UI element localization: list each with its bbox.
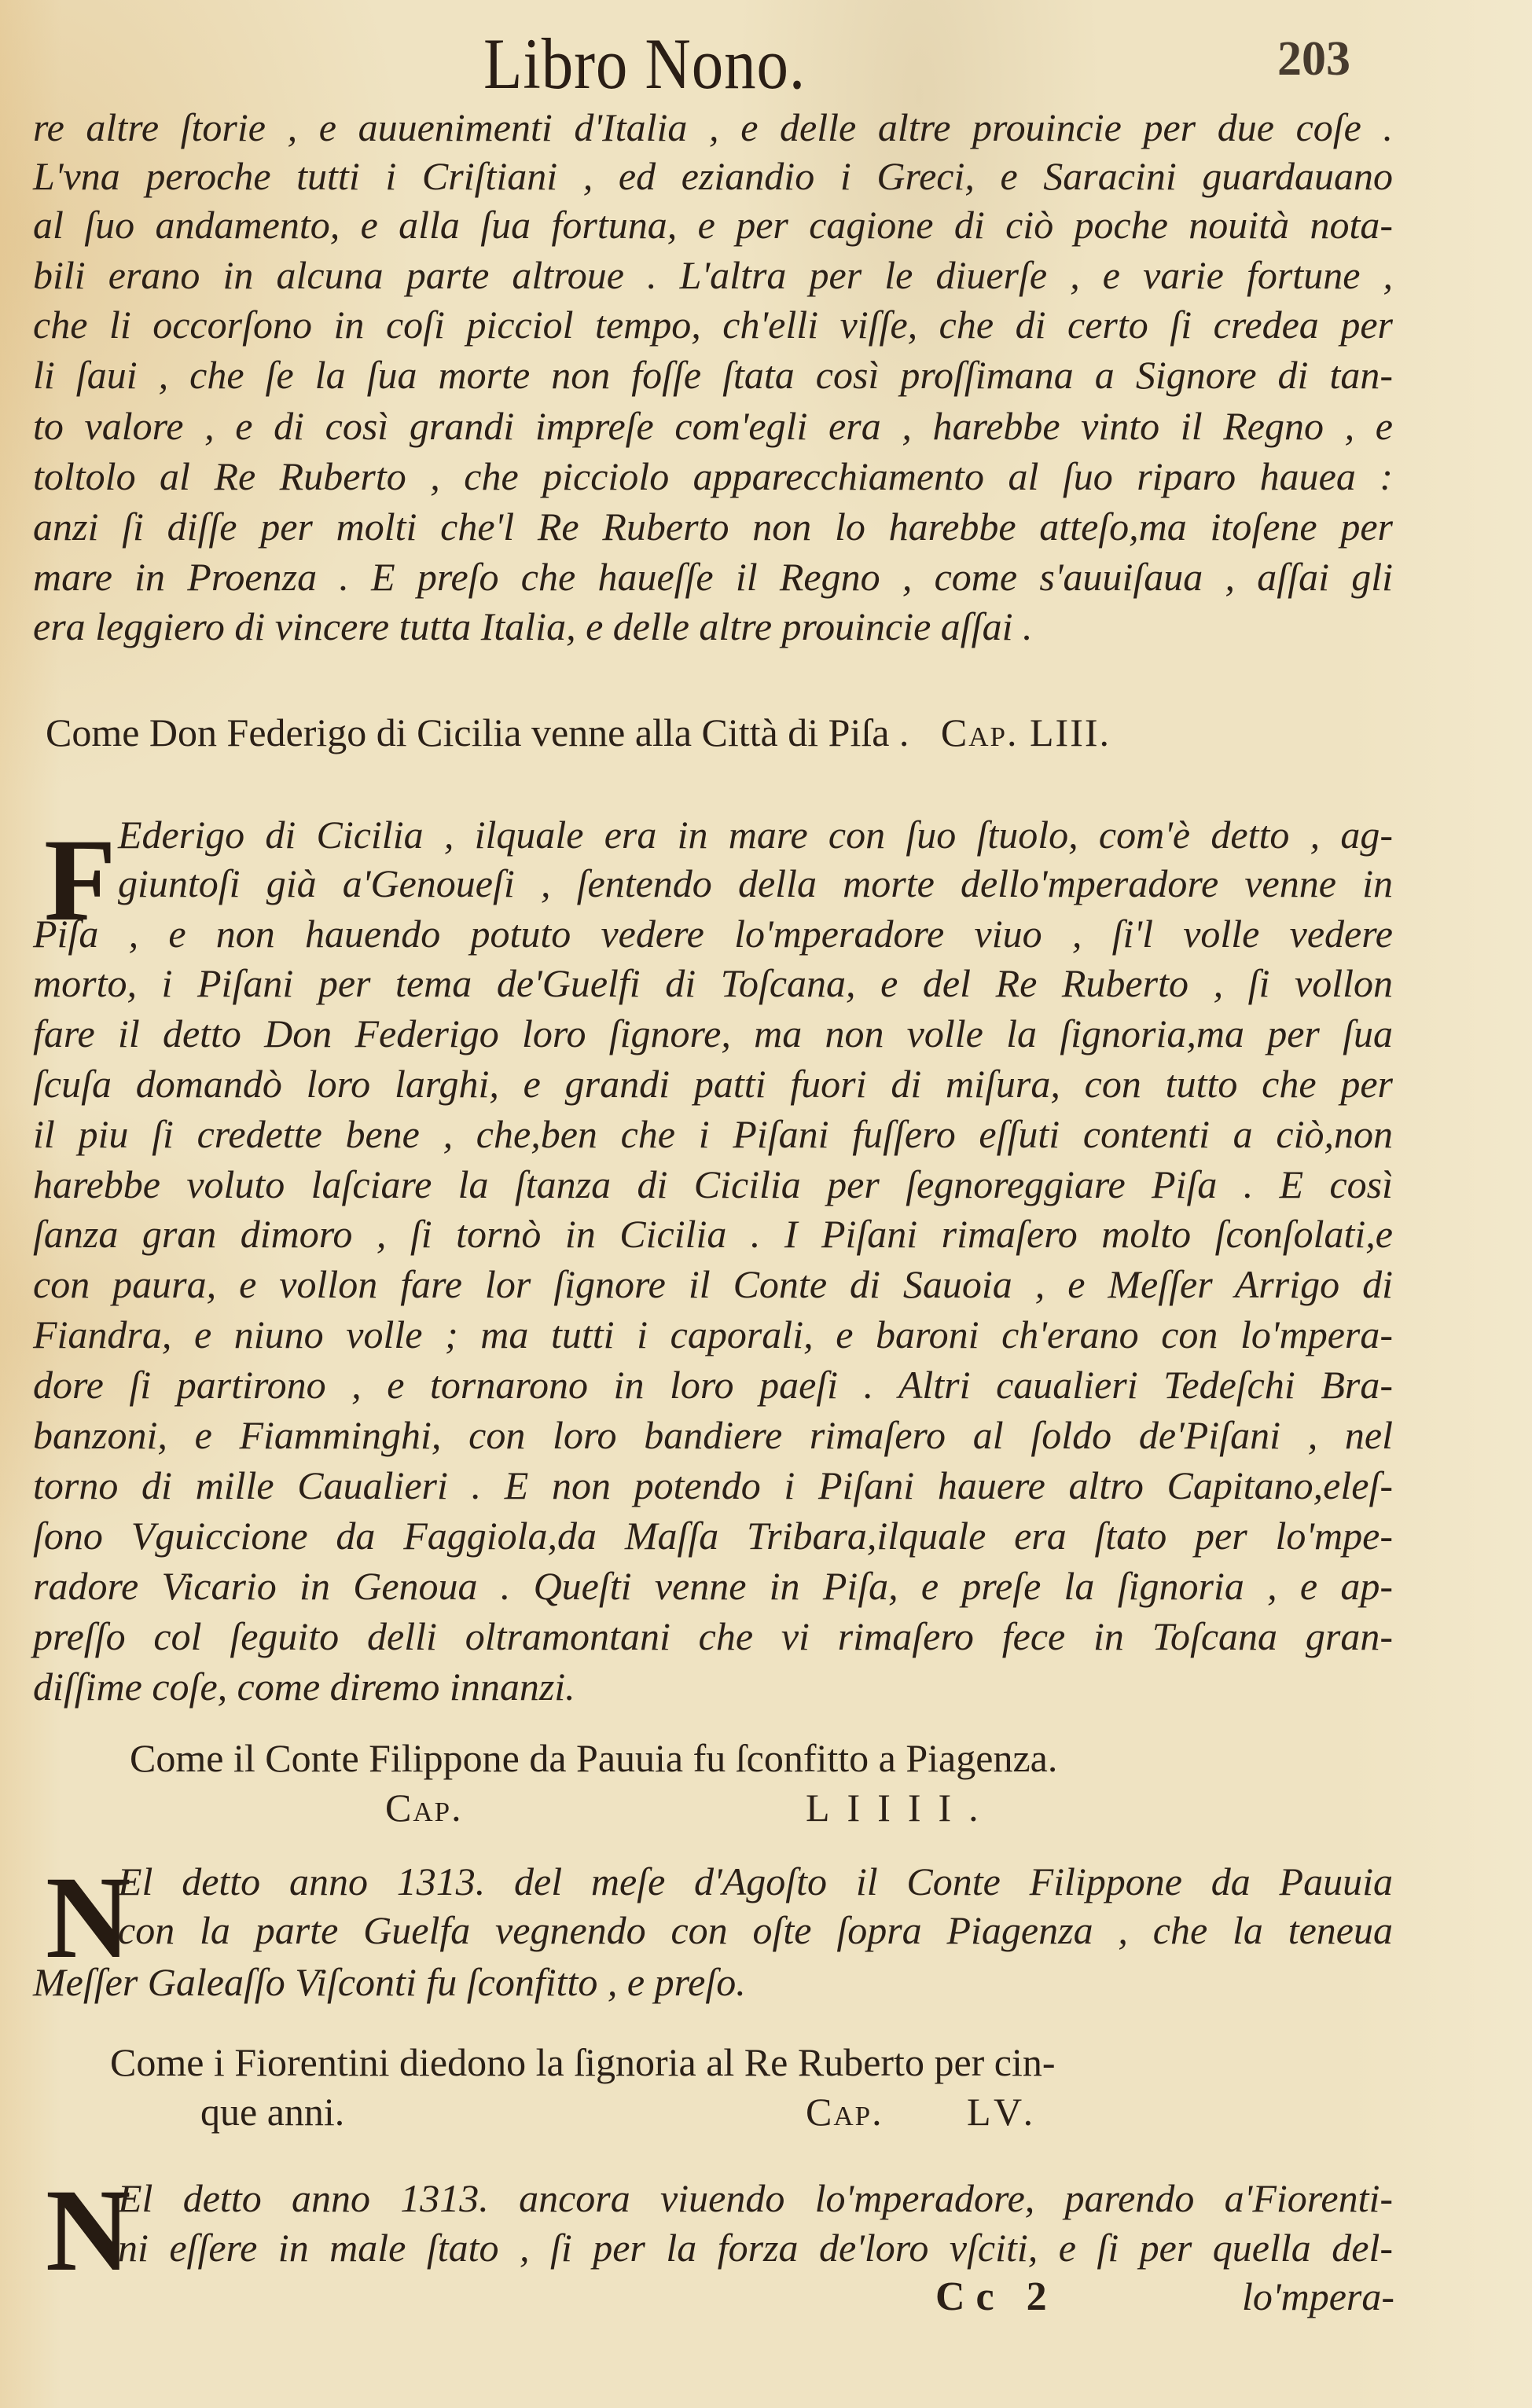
text-line: ſcuſa domandò loro larghi, e grandi patti fuori di miſura, con tutto che per [33,1062,1393,1106]
text-line: toltolo al Re Ruberto , che picciolo apparecchiamento al ſuo riparo hauea : [33,454,1393,498]
text-line: Ederigo di Cicilia , ilquale era in mare con ſuo ſtuolo, com'è detto , ag- [118,813,1393,857]
text-line: anzi ſi diſſe per molti che'l Re Ruberto non lo harebbe atteſo,ma itoſene per [33,505,1393,549]
chapter-title-continued: que anni. [200,2090,345,2134]
text-line: al ſuo andamento, e alla ſua fortuna, e per cagione di ciò poche nouità nota- [33,203,1393,247]
text-line: con la parte Guelfa vegnendo con oſte ſopra Piagenza , che la teneua [118,1908,1393,1952]
text-line: radore Vicario in Genoua . Queſti venne in Piſa, e preſe la ſignoria , e ap- [33,1564,1393,1608]
running-title: Libro Nono. [483,24,806,104]
text-line: to valore , e di così grandi impreſe com'egli era , harebbe vinto il Regno , e [33,404,1393,448]
text-line: con paura, e vollon fare lor ſignore il Conte di Sauoia , e Meſſer Arrigo di [33,1262,1393,1306]
text-line: ni eſſere in male ſtato , ſi per la forza de'loro vſciti, e ſi per quella del- [118,2226,1393,2270]
text-line: L'vna peroche tutti i Criſtiani , ed eziandio i Greci, e Saracini guardauano [33,154,1393,198]
text-line: morto, i Piſani per tema de'Guelfi di Toſcana, e del Re Ruberto , ſi vollon [33,961,1393,1005]
chapter-number: LIIII. [806,1786,996,1830]
text-line: preſſo col ſeguito delli oltramontani che vi rimaſero fece in Toſcana gran- [33,1614,1393,1658]
text-line: giuntoſi già a'Genoueſi , ſentendo della morte dello'mperadore venne in [118,861,1393,905]
chapter-number: Cap. LIII. [940,710,1111,754]
text-line: fare il detto Don Federigo loro ſignore, ma non volle la ſignoria,ma per ſua [33,1011,1393,1055]
text-line: Fiandra, e niuno volle ; ma tutti i caporali, e baroni ch'erano con lo'mpera- [33,1312,1393,1356]
text-line: torno di mille Caualieri . E non potendo i Piſani hauere altro Capitano,eleſ- [33,1463,1393,1507]
chapter-cap-label: Cap. [806,2090,884,2134]
text-line: diſſime coſe, come diremo innanzi. [33,1665,575,1709]
text-line: ſono Vguiccione da Faggiola,da Maſſa Tribara,ilquale era ſtato per lo'mpe- [33,1514,1393,1558]
chapter-cap-label: Cap. [385,1786,463,1830]
page-number: 203 [1277,32,1350,86]
chapter-title: Come i Fiorentini diedono la ſignoria al Re Ruberto per cin- [110,2040,1056,2084]
text-line: il piu ſi credette bene , che,ben che i Piſani fuſſero eſſuti contenti a ciò,non [33,1112,1393,1156]
text-line: li ſaui , che ſe la ſua morte non foſſe ſtata così proſſimana a Signore di tan- [33,353,1393,397]
text-line: dore ſi partirono , e tornarono in loro paeſi . Altri caualieri Tedeſchi Bra- [33,1363,1393,1407]
text-line: harebbe voluto laſciare la ſtanza di Cicilia per ſegnoreggiare Piſa . E così [33,1162,1393,1206]
text-line: era leggiero di vincere tutta Italia, e delle altre prouincie aſſai . [33,604,1033,648]
chapter-heading [46,707,1111,758]
drop-cap: F [44,815,116,945]
text-line: mare in Proenza . E preſo che haueſſe il Regno , come s'auuiſaua , aſſai gli [33,555,1393,599]
text-line: re altre ſtorie , e auuenimenti d'Italia , e delle altre prouincie per due coſe . [33,105,1393,149]
text-line: El detto anno 1313. ancora viuendo lo'mperadore, parendo a'Fiorenti- [118,2176,1393,2220]
signature-mark: Cc 2 [935,2274,1058,2319]
drop-cap: N [46,1852,131,1983]
chapter-number: LV. [967,2090,1040,2134]
text-line: banzoni, e Fiamminghi, con loro bandiere rimaſero al ſoldo de'Piſani , nel [33,1413,1393,1457]
text-line: El detto anno 1313. del meſe d'Agoſto il Conte Filippone da Pauuia [118,1859,1393,1903]
chapter-title: Come il Conte Filippone da Pauuia fu ſconfitto a Piagenza. [130,1736,1058,1780]
chapter-title: Come Don Federigo di Cicilia venne alla Città di Piſa . [46,710,909,754]
text-line: ſanza gran dimoro , ſi tornò in Cicilia . I Piſani rimaſero molto ſconſolati,e [33,1212,1393,1256]
drop-cap: N [46,2165,131,2296]
text-line: bili erano in alcuna parte altroue . L'altra per le diuerſe , e varie fortune , [33,253,1393,297]
catchword: lo'mpera- [1242,2274,1394,2318]
text-line: Meſſer Galeaſſo Viſconti fu ſconfitto , e preſo. [33,1960,746,2004]
text-line: Piſa , e non hauendo potuto vedere lo'mperadore viuo , ſi'l volle vedere [33,912,1393,956]
text-line: che li occorſono in coſi picciol tempo, ch'elli viſſe, che di certo ſi credea per [33,303,1393,347]
